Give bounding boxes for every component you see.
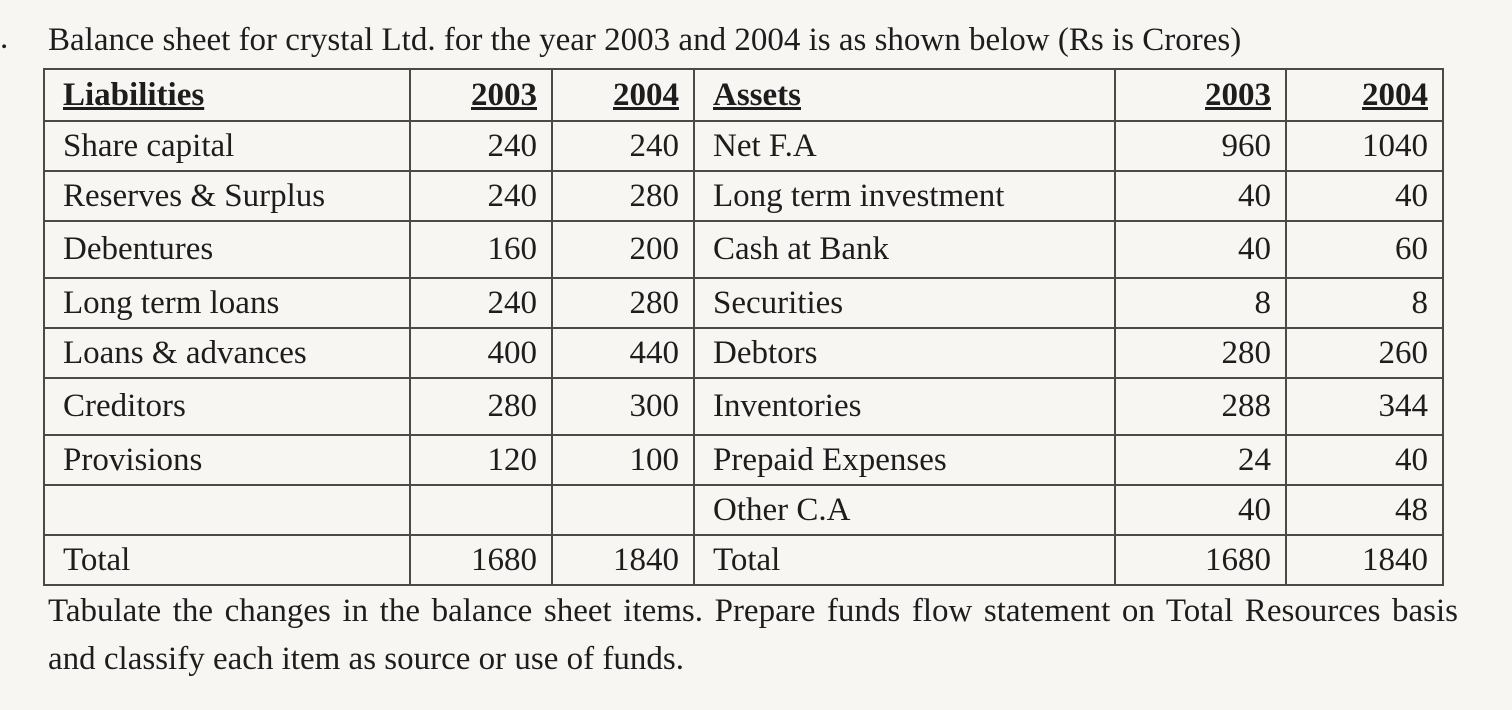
table-row	[44, 485, 1443, 535]
header-assets-2003: 2003	[1115, 69, 1286, 121]
liability-2003: 120	[410, 435, 552, 485]
asset-2004: 260	[1286, 328, 1443, 378]
total-row	[44, 535, 1443, 585]
asset-2003: 24	[1115, 435, 1286, 485]
asset-2004: 40	[1286, 171, 1443, 221]
table-row	[44, 328, 1443, 378]
balance-sheet-table	[43, 68, 1444, 586]
liability-total-label: Total	[44, 535, 410, 585]
liability-total-2003: 1680	[410, 535, 552, 585]
asset-total-2004: 1840	[1286, 535, 1443, 585]
liability-2004: 200	[552, 221, 694, 278]
question-number: .	[0, 20, 9, 56]
liability-2004	[552, 485, 694, 535]
liability-name: Creditors	[44, 378, 410, 435]
asset-2003: 40	[1115, 221, 1286, 278]
liability-name	[44, 485, 410, 535]
asset-name: Cash at Bank	[694, 221, 1115, 278]
asset-2004: 8	[1286, 278, 1443, 328]
liability-2003: 160	[410, 221, 552, 278]
liability-2004: 300	[552, 378, 694, 435]
liability-name: Debentures	[44, 221, 410, 278]
liability-2003: 240	[410, 121, 552, 171]
asset-name: Debtors	[694, 328, 1115, 378]
table-row	[44, 278, 1443, 328]
liability-2003: 280	[410, 378, 552, 435]
table-row	[44, 435, 1443, 485]
asset-2004: 40	[1286, 435, 1443, 485]
asset-2003: 8	[1115, 278, 1286, 328]
asset-name: Other C.A	[694, 485, 1115, 535]
asset-2004: 48	[1286, 485, 1443, 535]
asset-2004: 60	[1286, 221, 1443, 278]
table-row	[44, 378, 1443, 435]
asset-2003: 960	[1115, 121, 1286, 171]
asset-total-label: Total	[694, 535, 1115, 585]
table-row	[44, 121, 1443, 171]
liability-2003: 400	[410, 328, 552, 378]
table-row	[44, 171, 1443, 221]
liability-name: Share capital	[44, 121, 410, 171]
asset-name: Long term investment	[694, 171, 1115, 221]
liability-2004: 280	[552, 278, 694, 328]
liability-name: Provisions	[44, 435, 410, 485]
liability-2004: 100	[552, 435, 694, 485]
liability-name: Loans & advances	[44, 328, 410, 378]
asset-name: Securities	[694, 278, 1115, 328]
instruction-text: Tabulate the changes in the balance sheet items. Prepare funds flow statement on Total Resources basis and classify each item as source or use of funds.	[48, 593, 1458, 677]
asset-2003: 40	[1115, 485, 1286, 535]
liability-2003: 240	[410, 171, 552, 221]
liability-2003	[410, 485, 552, 535]
asset-2003: 40	[1115, 171, 1286, 221]
header-liabilities-2004: 2004	[552, 69, 694, 121]
asset-total-2003: 1680	[1115, 535, 1286, 585]
header-liabilities-2003: 2003	[410, 69, 552, 121]
liability-total-2004: 1840	[552, 535, 694, 585]
liability-2004: 280	[552, 171, 694, 221]
asset-name: Prepaid Expenses	[694, 435, 1115, 485]
table-row	[44, 221, 1443, 278]
question-heading: Balance sheet for crystal Ltd. for the year 2003 and 2004 is as shown below (Rs is Crores)	[48, 22, 1242, 58]
asset-name: Net F.A	[694, 121, 1115, 171]
liability-2003: 240	[410, 278, 552, 328]
liability-2004: 440	[552, 328, 694, 378]
header-assets: Assets	[694, 69, 1115, 121]
liability-name: Reserves & Surplus	[44, 171, 410, 221]
header-liabilities: Liabilities	[44, 69, 410, 121]
header-assets-2004: 2004	[1286, 69, 1443, 121]
liability-2004: 240	[552, 121, 694, 171]
asset-name: Inventories	[694, 378, 1115, 435]
liability-name: Long term loans	[44, 278, 410, 328]
asset-2004: 344	[1286, 378, 1443, 435]
asset-2003: 280	[1115, 328, 1286, 378]
asset-2004: 1040	[1286, 121, 1443, 171]
table-header-row	[44, 69, 1443, 121]
asset-2003: 288	[1115, 378, 1286, 435]
